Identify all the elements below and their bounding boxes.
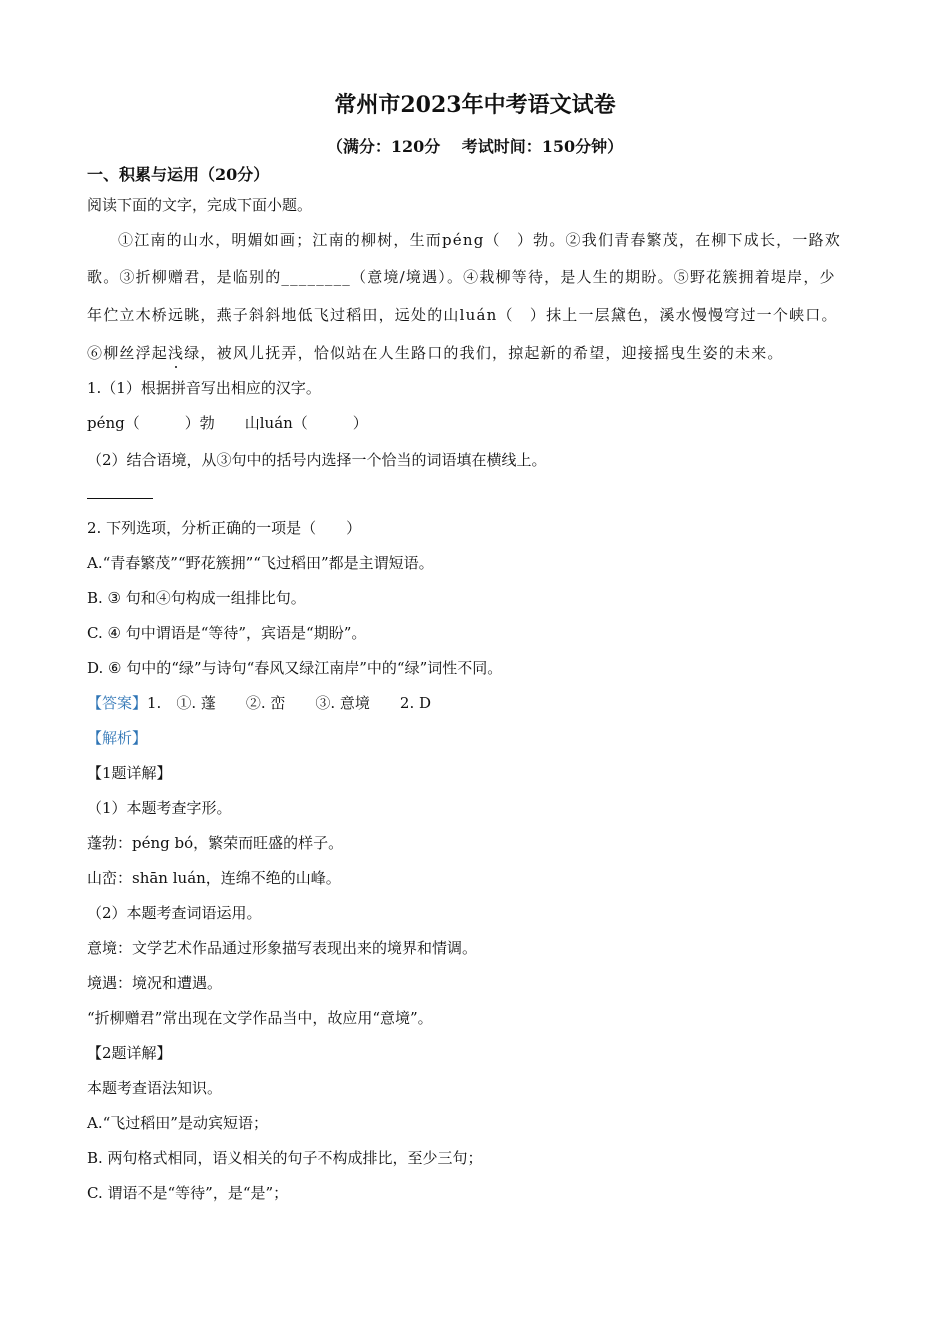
analysis-para: 境遇：境况和遭遇。 (87, 974, 223, 992)
analysis-para: （2）本题考查词语运用。 (87, 904, 262, 922)
answer-tag: 【答案】 (87, 694, 148, 712)
analysis-para: A.“飞过稻田”是动宾短语； (87, 1114, 268, 1132)
analysis-para: 意境：文学艺术作品通过形象描写表现出来的境界和情调。 (87, 939, 478, 957)
analysis-para: 本题考查语法知识。 (87, 1079, 223, 1097)
q2-option-a: A.“青春繁茂”“野花簇拥”“飞过稻田”都是主谓短语。 (87, 554, 434, 572)
section-heading: 一、积累与运用（20分） (87, 165, 270, 184)
answer-text: 1. ①. 蓬 ②. 峦 ③. 意境 2. D (147, 694, 432, 712)
answer-blank-line (87, 498, 153, 499)
q2-option-c: C. ④ 句中谓语是“等待”，宾语是“期盼”。 (87, 624, 367, 642)
analysis-para: B. 两句格式相同，语义相关的句子不构成排比，至少三句； (87, 1149, 483, 1167)
q1-pinyin-blanks: péng（ ）勃 山luán（ ） (87, 414, 368, 432)
analysis-heading-2: 【2题详解】 (87, 1044, 172, 1062)
q2-option-b: B. ③ 句和④句构成一组排比句。 (87, 589, 306, 607)
exam-subtitle: （满分：120分 考试时间：150分钟） (326, 137, 624, 156)
analysis-para: 山峦：shān luán，连绵不绝的山峰。 (87, 869, 341, 887)
q1-sub2: （2）结合语境，从③句中的括号内选择一个恰当的词语填在横线上。 (87, 451, 547, 469)
analysis-para: C. 谓语不是“等待”，是“是”； (87, 1184, 289, 1202)
passage-line-2: 歌。③折柳赠君，是临别的________（意境/境遇）。④栽柳等待，是人生的期盼。⑤野花簇拥着堤岸，少 (87, 268, 836, 286)
passage-line-4-end: 绿，被风儿抚弄，恰似站在人生路口的我们，掠起新的希望，迎接摇曳生姿的未来。 (184, 344, 784, 362)
analysis-heading-1: 【1题详解】 (87, 764, 172, 782)
analysis-para: “折柳赠君”常出现在文学作品当中，故应用“意境”。 (87, 1009, 433, 1027)
passage-line-4-start: ⑥柳丝浮起 (87, 344, 169, 362)
analysis-para: 蓬勃：péng bó，繁荣而旺盛的样子。 (87, 834, 344, 852)
passage-line-3: 年伫立木桥远眺，燕子斜斜地低飞过稻田，远处的山luán（ ）抹上一层黛色，溪水慢慢穹过一个峡口。 (87, 306, 838, 324)
answer-line (87, 693, 431, 713)
passage-line-4 (87, 343, 784, 363)
analysis-tag: 【解析】 (87, 729, 148, 747)
q1-stem: 1.（1）根据拼音写出相应的汉字。 (87, 379, 321, 397)
q2-option-d: D. ⑥ 句中的“绿”与诗句“春风又绿江南岸”中的“绿”词性不同。 (87, 659, 503, 677)
analysis-para: （1）本题考查字形。 (87, 799, 232, 817)
emphasis-char: 浅 (168, 344, 185, 362)
exam-title: 常州市2023年中考语文试卷 (334, 92, 616, 118)
q2-stem: 2. 下列选项，分析正确的一项是（ ） (87, 519, 362, 537)
passage-line-1: ①江南的山水，明媚如画；江南的柳树，生而péng（ ）勃。②我们青春繁茂，在柳下成长，一路欢 (118, 231, 841, 249)
instruction-text: 阅读下面的文字，完成下面小题。 (87, 196, 313, 214)
